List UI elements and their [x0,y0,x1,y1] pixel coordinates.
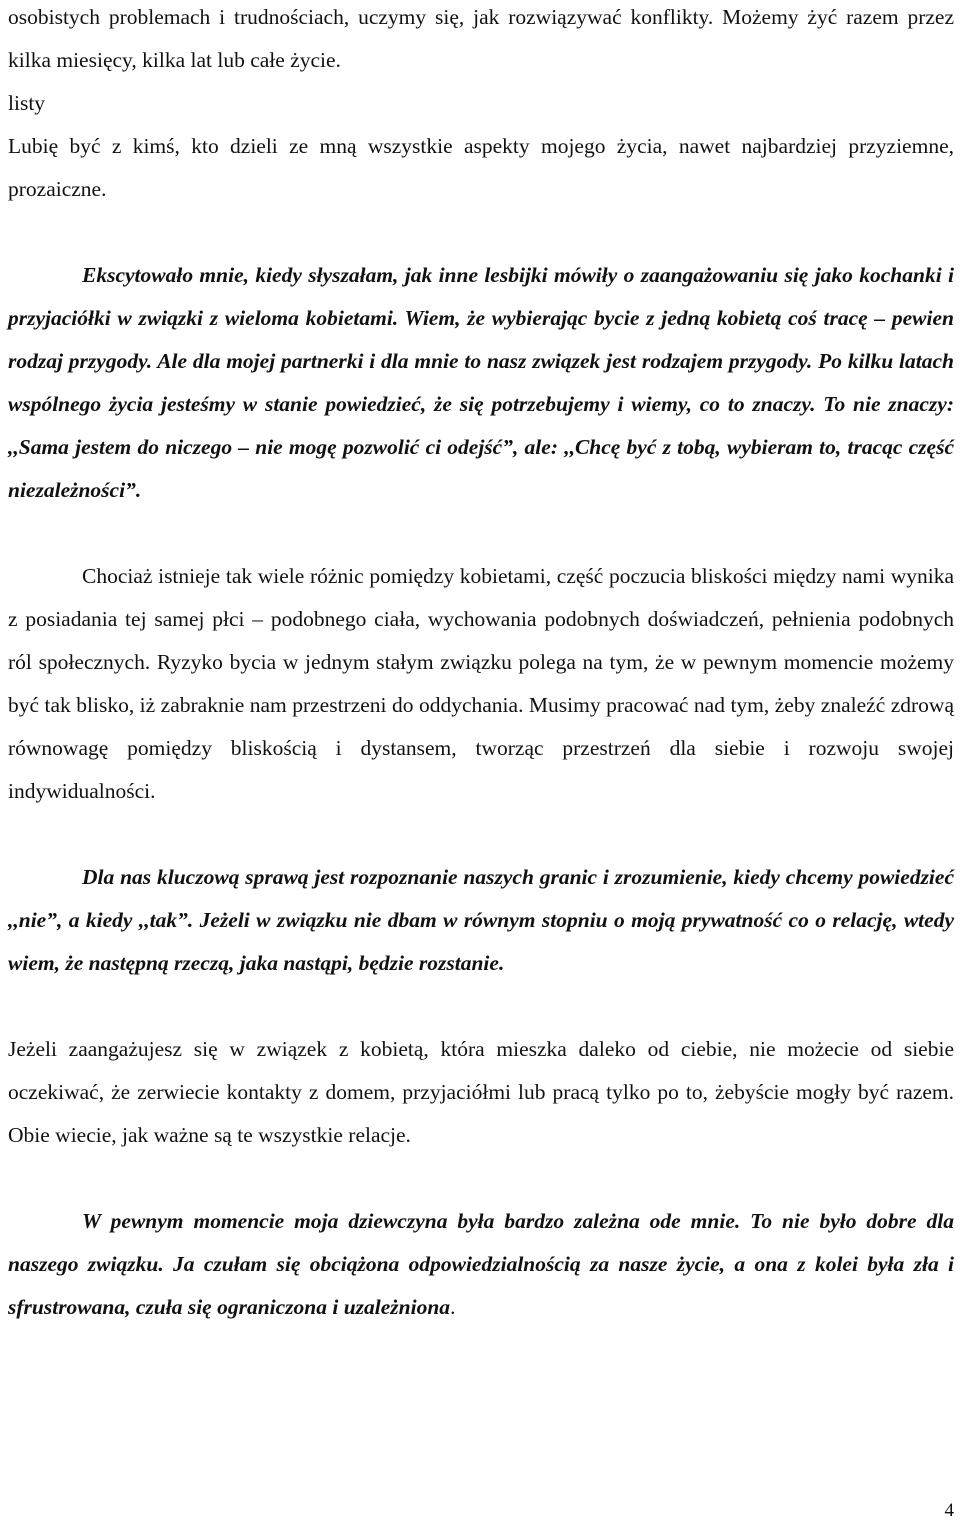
quote-paragraph-3-period: . [450,1295,456,1319]
spacer [8,985,954,1028]
intro-line-2: Lubię być z kimś, kto dzieli ze mną wszystkie aspekty mojego życia, nawet najbardziej przyziemne, prozaiczne. [8,134,954,201]
intro-line-1: osobistych problemach i trudnościach, uczymy się, jak rozwiązywać konflikty. Możemy żyć razem przez kilka miesięcy, kilka lat lub całe życie. [8,5,954,72]
spacer [8,211,954,254]
spacer [8,512,954,555]
quote-paragraph-3-text: W pewnym momencie moja dziewczyna była bardzo zależna ode mnie. To nie było dobre dla naszego związku. Ja czułam się obciążona odpowiedzialnością za nasze życie, a ona z kolei była zła i sfrustrowana, czuła się ograniczona i uzależniona [8,1209,954,1319]
page-number: 4 [944,1500,954,1521]
intro-label: listy [8,91,46,115]
quote-paragraph-2: Dla nas kluczową sprawą jest rozpoznanie naszych granic i zrozumienie, kiedy chcemy powiedzieć ,,nie”, a kiedy ,,tak”. Jeżeli w związku nie dbam w równym stopniu o moją prywatność co o relację, wtedy wiem, że następną rzeczą, jaka nastąpi, będzie rozstanie. [8,865,954,975]
quote-paragraph-1: Ekscytowało mnie, kiedy słyszałam, jak inne lesbijki mówiły o zaangażowaniu się jako kochanki i przyjaciółki w związki z wieloma kobietami. Wiem, że wybierając bycie z jedną kobietą coś tracę – pewien rodzaj przygody. Ale dla mojej partnerki i dla mnie to nasz związek jest rodzajem przygody. Po kilku latach wspólnego życia jesteśmy w stanie powiedzieć, że się potrzebujemy i wiemy, co to znaczy. To nie znaczy: ,,Sama jestem do niczego – nie mogę pozwolić ci odejść”, ale: ,,Chcę być z tobą, wybieram to, tracąc część niezależności”. [8,263,954,502]
quote-paragraph-3 [8,1200,954,1329]
body-paragraph-3: Jeżeli zaangażujesz się w związek z kobietą, która mieszka daleko od ciebie, nie możecie od siebie oczekiwać, że zerwiecie kontakty z domem, przyjaciółmi lub pracą tylko po to, żebyście mogły być razem. Obie wiecie, jak ważne są te wszystkie relacje. [8,1037,954,1147]
spacer [8,1157,954,1200]
spacer [8,813,954,856]
document-page [8,0,954,1329]
body-paragraph-2: Chociaż istnieje tak wiele różnic pomiędzy kobietami, część poczucia bliskości między nami wynika z posiadania tej samej płci – podobnego ciała, wychowania podobnych doświadczeń, pełnienia podobnych ról społecznych. Ryzyko bycia w jednym stałym związku polega na tym, że w pewnym momencie możemy być tak blisko, iż zabraknie nam przestrzeni do oddychania. Musimy pracować nad tym, żeby znaleźć zdrową równowagę pomiędzy bliskością i dystansem, tworząc przestrzeń dla siebie i rozwoju swojej indywidualności. [8,564,954,803]
